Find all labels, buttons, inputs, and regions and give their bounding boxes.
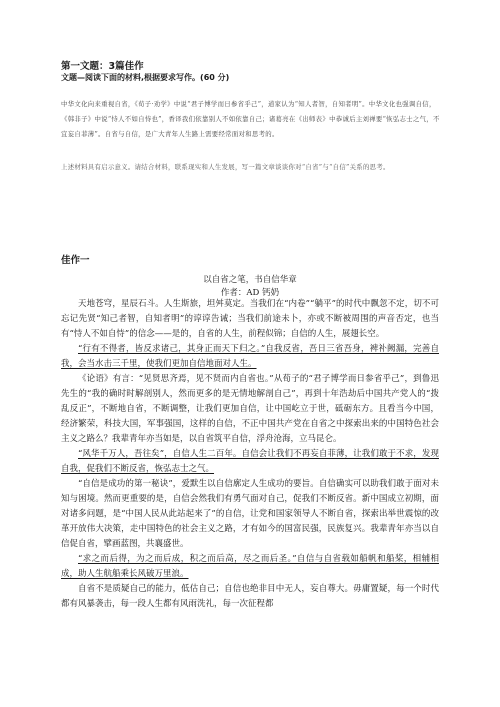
essay-paragraph bbox=[61, 342, 439, 372]
underlined-text: “风华千万人，吾往矣”，自信人生二百年。自信会让我们不再妄自菲薄，让我们敢于不求，发现自我，促我们不断反省，恢弘志士之气。 bbox=[61, 449, 439, 474]
section-heading: 佳作一 bbox=[61, 255, 90, 266]
essay-paragraph bbox=[61, 552, 439, 582]
essay-paragraph bbox=[61, 582, 439, 612]
writing-requirement: 上述材料具有启示意义。请结合材料，联系现实和人生发展，写一篇文章谈谈你对“自省”与“自信”关系的思考。 bbox=[61, 163, 390, 171]
paragraph-text: “自信是成功的第一秘诀”，爱默生以自信廓定人生成功的要旨。自信确实可以助我们敢于面对未知与困境。然而更重要的是，自信会然我们有勇气面对自己，促我们不断反省。新中国成立初期，面对诸多问题，是“中国人民从此站起来了”的自信，让党和国家领导人不断自省，探索出举世震惊的改革开放伟大决策，走中国特色的社会主义之路，才有如今的国富民强，民族复兴。我辈青年亦当以自信促自省，擘画蓝图，共襄盛世。 bbox=[61, 479, 439, 549]
essay-paragraph bbox=[61, 447, 439, 477]
prompt-instruction: 文题—阅读下面的材料,根据要求写作。(60 分) bbox=[61, 73, 230, 82]
material-paragraph: 中华文化向来重视自省，《荀子·劝学》中说“君子博学而日参省乎己”，道家认为“知人者智，自知者明”。中华文化也强调自信，《韩非子》中说“恃人不如自恃也”，香译我们依靠别人不如依靠自己；诸葛亮在《出师表》中恭诚后主刘禅要“恢弘志士之气，不宜妄自菲薄”。自省与自信，是广大青年人生路上需要经常面对和思考的。 bbox=[61, 100, 440, 138]
essay-paragraph bbox=[61, 477, 439, 552]
essay-body bbox=[61, 297, 439, 612]
underlined-text: “求之而后得，为之而后成，积之而后高，尽之而后圣。”自信与自省载如船帆和船桨，相辅相成，助人生航船乘长风破万里浪。 bbox=[61, 554, 439, 579]
document-title: 第一文题：3篇佳作 bbox=[61, 61, 144, 72]
paragraph-text: 《论语》有言：“见贤思齐焉，见不贤而内自省也。”从荀子的“君子博学而日参省乎己”，到鲁迅先生的“我的确时时解剖别人，然而更多的是无情地解剖自己”，再到十年浩劫后中国共产党人的“拨乱反正”，不断地自省，不断调整，让我们更加自信，让中国屹立于世，砥砺东方。且看当今中国，经济繁荣，科技大国，军事强国，这样的自信，不正中国共产党在自省之中探索出来的中国特色社会主义之路么？我辈青年亦当如是，以自省筑平自信，浮舟沧海，立马昆仑。 bbox=[61, 374, 439, 444]
essay-paragraph bbox=[61, 372, 439, 447]
essay-author: 作者：AD 钙奶 bbox=[220, 288, 280, 298]
paragraph-text: 自省不是质疑自己的能力，低估自己；自信也绝非目中无人，妄自尊大。毋庸置疑，每一个时代都有风暴袭击，每一段人生都有风雨洗礼，每一次征程都 bbox=[61, 584, 439, 609]
paragraph-text: 天地苍穹，星辰石斗。人生斯旅，坦舛莫定。当我们在“内卷”“躺平”的时代中飘忽不定，切不可忘记先贤“知己者智，自知者明”的谆谆告诫；当我们前途未卜，亦或不断被周围的声音否定，也当有“恃人不如自恃”的信念——是的，自省的人生，前程似锦；自信的人生，展翅长空。 bbox=[61, 299, 439, 339]
essay-paragraph bbox=[61, 297, 439, 342]
underlined-text: “行有不得者，皆反求诸己，其身正而天下归之。”自我反省，吾日三省吾身，裨补阙漏，完善自我，会当水击三千里，使我们更加自信地面对人生。 bbox=[61, 344, 439, 369]
essay-title: 以自省之笔，书自信华章 bbox=[203, 275, 297, 285]
